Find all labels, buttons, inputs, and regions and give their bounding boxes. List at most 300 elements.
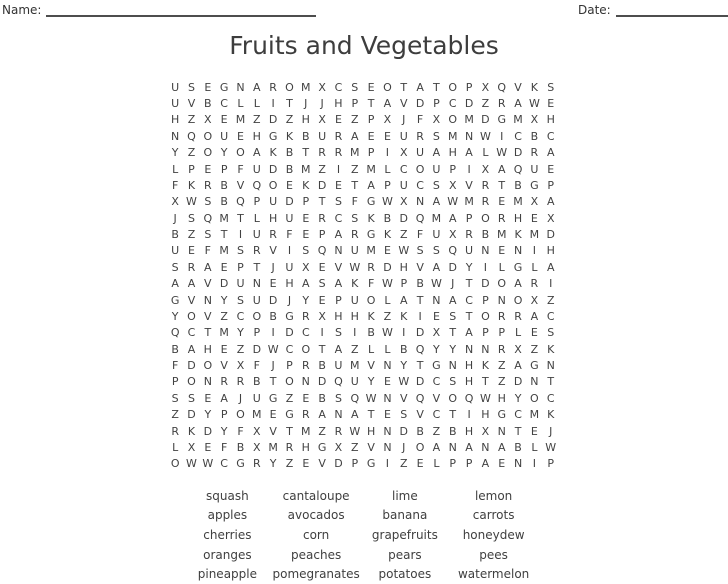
grid-letter: C xyxy=(448,97,457,111)
grid-letter: B xyxy=(318,359,326,373)
grid-letter: W xyxy=(479,129,491,143)
grid-letter: H xyxy=(481,408,490,422)
grid-letter: L xyxy=(368,342,375,356)
grid-row xyxy=(167,407,559,423)
grid-letter: Y xyxy=(204,408,212,422)
grid-letter: U xyxy=(171,244,180,258)
grid-letter: G xyxy=(366,457,376,471)
grid-letter: V xyxy=(236,178,245,192)
grid-letter: J xyxy=(238,391,243,405)
grid-letter: L xyxy=(253,97,260,111)
grid-letter: S xyxy=(432,244,440,258)
grid-letter: D xyxy=(317,375,327,389)
grid-letter: D xyxy=(415,375,425,389)
grid-letter: V xyxy=(399,97,408,111)
grid-letter: F xyxy=(172,359,179,373)
grid-letter: R xyxy=(367,260,375,274)
grid-letter: U xyxy=(350,375,359,389)
grid-letter: D xyxy=(268,293,278,307)
grid-letter: B xyxy=(399,342,408,356)
grid-row xyxy=(167,374,559,390)
grid-letter: A xyxy=(253,80,261,94)
grid-letter: L xyxy=(482,146,489,160)
grid-letter: V xyxy=(204,277,212,291)
grid-letter: P xyxy=(302,195,310,209)
grid-letter: O xyxy=(187,375,196,389)
grid-letter: M xyxy=(464,195,474,209)
grid-letter: E xyxy=(318,293,326,307)
grid-letter: Z xyxy=(187,228,196,242)
grid-letter: F xyxy=(416,228,424,242)
word-bank-item: pineapple xyxy=(197,567,257,582)
grid-letter: E xyxy=(302,228,310,242)
grid-letter: E xyxy=(547,97,555,111)
grid-letter: C xyxy=(546,391,555,405)
grid-letter: L xyxy=(172,440,179,454)
grid-row xyxy=(167,161,559,177)
grid-letter: V xyxy=(416,408,424,422)
grid-letter: O xyxy=(366,293,376,307)
grid-letter: W xyxy=(349,424,361,438)
word-bank-item: carrots xyxy=(472,508,515,523)
grid-letter: U xyxy=(252,162,261,176)
grid-letter: K xyxy=(514,228,522,242)
grid-letter: P xyxy=(171,375,179,389)
grid-letter: P xyxy=(367,113,375,127)
grid-letter: N xyxy=(448,359,457,373)
grid-letter: B xyxy=(302,129,310,143)
grid-letter: B xyxy=(171,228,179,242)
word-bank-item: squash xyxy=(206,488,249,503)
grid-letter: P xyxy=(351,97,359,111)
grid-letter: R xyxy=(171,424,179,438)
word-bank-item: honeydew xyxy=(462,527,525,542)
grid-letter: A xyxy=(432,440,441,454)
grid-letter: T xyxy=(498,178,506,192)
grid-letter: N xyxy=(530,375,539,389)
grid-letter: P xyxy=(220,408,228,422)
grid-letter: H xyxy=(366,424,376,438)
grid-letter: C xyxy=(220,97,228,111)
grid-letter: N xyxy=(497,424,506,438)
grid-letter: X xyxy=(253,440,261,454)
grid-letter: N xyxy=(415,195,425,209)
grid-letter: G xyxy=(497,408,506,422)
grid-letter: T xyxy=(547,375,555,389)
word-bank-item: watermelon xyxy=(457,567,530,582)
grid-letter: D xyxy=(252,342,262,356)
grid-letter: Z xyxy=(351,342,359,356)
grid-letter: O xyxy=(187,309,196,323)
grid-letter: E xyxy=(220,113,228,127)
grid-letter: H xyxy=(497,391,506,405)
grid-row xyxy=(167,177,559,193)
grid-letter: P xyxy=(498,326,506,340)
grid-letter: C xyxy=(334,80,343,94)
grid-letter: R xyxy=(350,228,359,242)
grid-letter: W xyxy=(398,244,410,258)
grid-letter: V xyxy=(432,391,441,405)
grid-letter: E xyxy=(530,424,538,438)
grid-letter: J xyxy=(173,211,177,225)
grid-letter: P xyxy=(449,162,457,176)
grid-letter: R xyxy=(301,408,310,422)
grid-letter: C xyxy=(334,211,343,225)
grid-letter: O xyxy=(301,342,311,356)
grid-letter: B xyxy=(253,375,261,389)
grid-letter: P xyxy=(465,211,473,225)
grid-letter: F xyxy=(416,113,424,127)
grid-letter: Y xyxy=(400,359,408,373)
grid-letter: G xyxy=(366,195,376,209)
grid-letter: K xyxy=(187,424,196,438)
grid-letter: N xyxy=(252,277,261,291)
grid-letter: Q xyxy=(415,391,425,405)
grid-letter: N xyxy=(513,244,523,258)
grid-letter: N xyxy=(334,408,343,422)
grid-letter: E xyxy=(498,457,506,471)
grid-letter: S xyxy=(547,326,555,340)
word-bank xyxy=(183,486,538,584)
grid-letter: T xyxy=(416,293,424,307)
grid-letter: I xyxy=(238,228,243,242)
grid-letter: U xyxy=(432,228,441,242)
grid-letter: L xyxy=(237,97,244,111)
grid-letter: U xyxy=(318,129,327,143)
grid-row xyxy=(167,276,559,292)
grid-letter: X xyxy=(187,440,196,454)
grid-letter: A xyxy=(465,326,473,340)
grid-letter: I xyxy=(549,277,553,291)
grid-letter: J xyxy=(320,97,324,111)
date-blank-line xyxy=(616,3,728,17)
grid-letter: U xyxy=(416,146,425,160)
word-bank-item: avocados xyxy=(287,508,345,523)
grid-letter: Y xyxy=(465,260,473,274)
grid-letter: K xyxy=(547,408,555,422)
grid-letter: Q xyxy=(464,391,474,405)
grid-letter: S xyxy=(547,80,555,94)
grid-letter: S xyxy=(204,228,212,242)
grid-letter: N xyxy=(464,129,474,143)
grid-letter: H xyxy=(203,342,212,356)
grid-letter: U xyxy=(252,391,261,405)
grid-letter: S xyxy=(449,375,457,389)
grid-letter: W xyxy=(479,391,491,405)
grid-letter: I xyxy=(320,326,324,340)
grid-letter: X xyxy=(514,342,522,356)
grid-letter: E xyxy=(367,80,375,94)
word-bank-item: oranges xyxy=(203,547,252,562)
grid-letter: U xyxy=(252,293,261,307)
grid-letter: N xyxy=(464,342,474,356)
grid-letter: E xyxy=(334,113,342,127)
grid-row xyxy=(167,128,559,144)
word-search-grid xyxy=(167,79,559,472)
grid-letter: A xyxy=(204,260,212,274)
grid-letter: P xyxy=(465,80,473,94)
grid-letter: K xyxy=(351,277,359,291)
grid-letter: R xyxy=(301,359,310,373)
grid-letter: B xyxy=(416,424,424,438)
grid-letter: T xyxy=(433,80,440,94)
grid-letter: N xyxy=(171,129,180,143)
grid-letter: Z xyxy=(171,408,179,422)
grid-letter: I xyxy=(336,162,341,176)
grid-letter: N xyxy=(481,440,490,454)
grid-letter: X xyxy=(481,80,490,94)
grid-letter: P xyxy=(400,277,408,291)
grid-letter: F xyxy=(172,178,179,192)
grid-letter: G xyxy=(219,80,229,94)
grid-letter: E xyxy=(285,178,293,192)
grid-letter: R xyxy=(465,228,473,242)
grid-letter: M xyxy=(496,228,507,242)
grid-letter: C xyxy=(514,408,522,422)
grid-letter: R xyxy=(220,375,228,389)
grid-letter: B xyxy=(285,162,294,176)
grid-letter: A xyxy=(187,277,196,291)
grid-letter: E xyxy=(383,244,391,258)
grid-letter: T xyxy=(367,408,375,422)
grid-letter: Z xyxy=(351,440,359,454)
grid-letter: S xyxy=(449,309,457,323)
grid-letter: N xyxy=(481,342,490,356)
grid-letter: H xyxy=(399,260,408,274)
grid-letter: R xyxy=(497,342,506,356)
grid-letter: C xyxy=(285,342,294,356)
grid-row xyxy=(167,210,559,226)
grid-letter: W xyxy=(381,277,393,291)
grid-letter: A xyxy=(465,440,473,454)
grid-letter: V xyxy=(367,440,375,454)
grid-letter: Y xyxy=(237,326,244,340)
grid-letter: I xyxy=(467,408,471,422)
grid-letter: I xyxy=(418,309,422,323)
grid-letter: G xyxy=(530,178,539,192)
grid-letter: R xyxy=(497,309,506,323)
grid-letter: R xyxy=(514,309,522,323)
grid-letter: S xyxy=(432,129,440,143)
grid-letter: T xyxy=(449,408,457,422)
grid-letter: R xyxy=(334,146,343,160)
grid-letter: D xyxy=(203,424,213,438)
grid-letter: K xyxy=(285,129,294,143)
grid-letter: X xyxy=(481,424,490,438)
grid-letter: E xyxy=(204,162,212,176)
grid-letter: P xyxy=(449,457,457,471)
grid-letter: B xyxy=(416,277,424,291)
grid-letter: S xyxy=(318,277,326,291)
grid-letter: F xyxy=(204,244,211,258)
grid-letter: Q xyxy=(448,244,458,258)
grid-letter: D xyxy=(448,260,457,274)
grid-letter: S xyxy=(188,80,195,94)
grid-letter: M xyxy=(513,195,523,209)
grid-letter: N xyxy=(383,359,392,373)
grid-letter: I xyxy=(385,457,390,471)
grid-letter: E xyxy=(302,391,310,405)
grid-letter: N xyxy=(432,293,441,307)
grid-letter: X xyxy=(448,178,457,192)
grid-letter: F xyxy=(220,440,228,454)
grid-letter: G xyxy=(530,359,539,373)
word-bank-item: lime xyxy=(392,488,418,503)
grid-letter: T xyxy=(514,424,522,438)
grid-letter: B xyxy=(220,178,228,192)
grid-letter: P xyxy=(335,293,342,307)
grid-letter: E xyxy=(302,457,310,471)
grid-letter: H xyxy=(513,211,523,225)
grid-letter: U xyxy=(269,195,278,209)
grid-letter: Q xyxy=(415,342,425,356)
grid-letter: H xyxy=(334,309,343,323)
grid-letter: S xyxy=(236,293,244,307)
grid-letter: D xyxy=(187,359,196,373)
grid-letter: P xyxy=(188,162,195,176)
grid-letter: A xyxy=(448,211,457,225)
grid-row xyxy=(167,456,559,472)
grid-letter: T xyxy=(237,211,244,225)
grid-letter: V xyxy=(204,309,212,323)
grid-letter: N xyxy=(383,391,392,405)
grid-letter: C xyxy=(465,293,473,307)
grid-letter: B xyxy=(236,440,245,454)
grid-letter: R xyxy=(252,457,261,471)
grid-letter: Q xyxy=(317,244,327,258)
grid-letter: H xyxy=(546,113,555,127)
grid-letter: I xyxy=(271,97,275,111)
grid-letter: R xyxy=(301,309,310,323)
grid-letter: N xyxy=(448,440,457,454)
grid-letter: P xyxy=(220,162,228,176)
word-bank-item: apples xyxy=(207,508,248,523)
grid-letter: T xyxy=(449,326,457,340)
grid-row xyxy=(167,439,559,455)
name-blank-line xyxy=(46,3,316,17)
grid-letter: L xyxy=(172,162,179,176)
grid-letter: O xyxy=(415,440,425,454)
grid-letter: Y xyxy=(220,293,228,307)
grid-letter: N xyxy=(301,375,310,389)
grid-letter: D xyxy=(415,326,425,340)
grid-letter: T xyxy=(204,326,212,340)
grid-letter: K xyxy=(367,309,375,323)
grid-letter: K xyxy=(383,228,392,242)
grid-letter: H xyxy=(464,375,474,389)
grid-letter: R xyxy=(334,129,343,143)
grid-letter: S xyxy=(188,391,195,405)
grid-letter: D xyxy=(546,228,555,242)
grid-letter: A xyxy=(432,260,441,274)
grid-letter: X xyxy=(383,113,392,127)
grid-letter: Z xyxy=(546,293,555,307)
grid-letter: B xyxy=(530,129,539,143)
grid-letter: S xyxy=(302,244,310,258)
grid-letter: V xyxy=(334,260,343,274)
grid-letter: G xyxy=(268,129,278,143)
grid-letter: T xyxy=(286,97,293,111)
grid-letter: E xyxy=(188,244,195,258)
grid-letter: M xyxy=(513,113,523,127)
grid-letter: R xyxy=(285,440,294,454)
grid-letter: B xyxy=(448,424,457,438)
grid-letter: Y xyxy=(449,342,457,356)
grid-letter: C xyxy=(416,178,424,192)
word-bank-item: pees xyxy=(479,547,508,562)
grid-letter: Y xyxy=(171,309,179,323)
grid-letter: E xyxy=(547,162,555,176)
grid-letter: S xyxy=(204,195,212,209)
grid-letter: R xyxy=(481,178,490,192)
grid-letter: O xyxy=(448,113,458,127)
grid-letter: O xyxy=(236,408,245,422)
grid-letter: A xyxy=(383,97,392,111)
grid-letter: W xyxy=(381,195,393,209)
grid-letter: K xyxy=(400,309,408,323)
grid-letter: E xyxy=(334,178,342,192)
grid-letter: X xyxy=(448,228,457,242)
grid-letter: B xyxy=(367,326,375,340)
grid-letter: O xyxy=(285,80,294,94)
grid-letter: C xyxy=(432,375,441,389)
grid-letter: Z xyxy=(481,97,490,111)
grid-letter: Z xyxy=(497,359,506,373)
grid-letter: D xyxy=(399,211,408,225)
word-bank-item: lemon xyxy=(474,488,513,503)
grid-letter: E xyxy=(318,260,326,274)
grid-letter: B xyxy=(285,146,294,160)
grid-row xyxy=(167,341,559,357)
grid-letter: A xyxy=(318,408,326,422)
grid-letter: E xyxy=(498,244,506,258)
grid-letter: D xyxy=(513,146,523,160)
grid-letter: O xyxy=(236,146,245,160)
grid-letter: T xyxy=(253,260,261,274)
grid-letter: K xyxy=(367,211,375,225)
grid-letter: F xyxy=(237,424,244,438)
grid-letter: C xyxy=(546,129,555,143)
grid-letter: A xyxy=(514,97,522,111)
grid-letter: R xyxy=(481,195,490,209)
grid-row xyxy=(167,292,559,308)
grid-letter: U xyxy=(285,211,294,225)
grid-letter: X xyxy=(432,113,441,127)
name-field xyxy=(2,3,316,17)
grid-letter: V xyxy=(220,359,228,373)
grid-letter: M xyxy=(447,129,458,143)
grid-row xyxy=(167,390,559,406)
grid-letter: Y xyxy=(171,146,179,160)
grid-letter: W xyxy=(365,391,377,405)
grid-letter: A xyxy=(481,457,490,471)
grid-letter: L xyxy=(531,440,538,454)
grid-letter: V xyxy=(416,260,424,274)
word-bank-item: corn xyxy=(302,527,330,542)
grid-letter: E xyxy=(204,440,212,454)
grid-letter: Z xyxy=(318,162,326,176)
grid-letter: Y xyxy=(514,391,522,405)
grid-letter: C xyxy=(220,457,228,471)
grid-letter: Z xyxy=(285,457,294,471)
grid-letter: N xyxy=(383,424,392,438)
grid-letter: M xyxy=(235,113,246,127)
grid-letter: I xyxy=(385,146,390,160)
grid-letter: Z xyxy=(351,113,359,127)
grid-letter: S xyxy=(188,211,195,225)
grid-letter: D xyxy=(317,178,327,192)
grid-letter: A xyxy=(432,195,441,209)
